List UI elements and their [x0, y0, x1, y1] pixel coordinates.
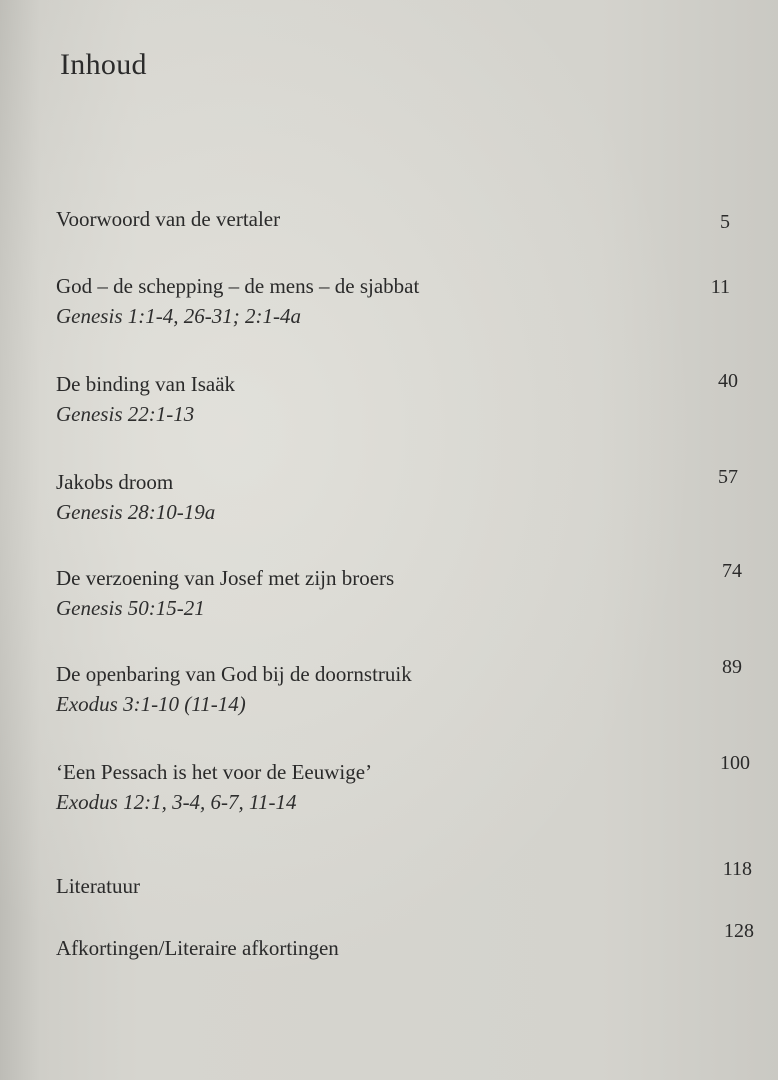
- toc-entry-page-number: 89: [722, 656, 742, 678]
- toc-entry-page-number: 100: [720, 752, 750, 774]
- toc-entry-page-number: 128: [724, 920, 754, 942]
- toc-entry-title: Voorwoord van de vertaler: [56, 207, 281, 231]
- toc-entry-title: ‘Een Pessach is het voor de Eeuwige’: [56, 760, 373, 784]
- toc-entry-title: De openbaring van God bij de doornstruik: [56, 662, 412, 686]
- toc-entry-title: De verzoening van Josef met zijn broers: [56, 566, 395, 590]
- toc-entry-bible-reference: Genesis 28:10-19a: [56, 500, 216, 524]
- toc-entry-bible-reference: Genesis 1:1-4, 26-31; 2:1-4a: [56, 304, 301, 328]
- toc-entry-page-number: 11: [710, 276, 730, 298]
- toc-entry-page-number: 118: [722, 858, 752, 880]
- toc-entry-bible-reference: Exodus 12:1, 3-4, 6-7, 11-14: [56, 790, 297, 814]
- toc-entry-title: Literatuur: [56, 874, 140, 898]
- toc-entry-page-number: 5: [720, 211, 730, 233]
- toc-entry-bible-reference: Genesis 22:1-13: [56, 402, 195, 426]
- toc-entry-bible-reference: Genesis 50:15-21: [56, 596, 205, 620]
- toc-entry-page-number: 57: [718, 466, 738, 488]
- toc-entry-bible-reference: Exodus 3:1-10 (11-14): [56, 692, 246, 716]
- toc-entry-title: God – de schepping – de mens – de sjabbat: [56, 274, 420, 298]
- toc-entry-page-number: 74: [722, 560, 742, 582]
- toc-entry-title: Afkortingen/Literaire afkortingen: [56, 936, 339, 960]
- page-title: Inhoud: [60, 48, 147, 81]
- toc-entry-title: Jakobs droom: [56, 470, 174, 494]
- toc-entry-title: De binding van Isaäk: [56, 372, 236, 396]
- toc-entry-page-number: 40: [718, 370, 738, 392]
